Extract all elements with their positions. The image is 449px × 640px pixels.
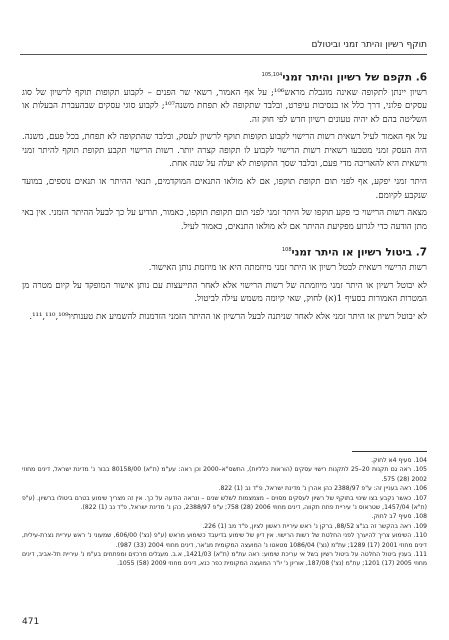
section-6-heading bbox=[22, 68, 427, 85]
section-7-heading bbox=[22, 243, 427, 260]
section-7-title: 7. ביטול רשיון או היתר זמני bbox=[291, 246, 427, 259]
page-number: 471 bbox=[22, 617, 40, 627]
main-content bbox=[22, 68, 427, 328]
section-6-paragraph-4: מצאה רשות הרישוי כי פקע תוקפו של היתר זמני לפני תום תקופת תוקפו, כאמור, תודיע על כך לבעל ההיתר הזמני. אין באי מתן הודעה כדי לגרוע מפקיעת ההיתר אם לא מולאו התנאים, כאמור לעיל. bbox=[22, 208, 427, 232]
section-6-title: 6. תקפם של רשיון והיתר זמני bbox=[282, 71, 427, 84]
section-6-paragraph-3: היתר זמני יפקע, אף לפני תום תקופת תוקפו, אם לא מולאו התנאים המוקדמים, תנאי ההיתר או תנאים נוספים, במועד שנקבע לקיומם. bbox=[22, 177, 427, 201]
section-7-note-ref: 108 bbox=[282, 247, 292, 254]
footnotes bbox=[22, 451, 427, 569]
section-7-paragraph-3: לא יבוטל רשיון או היתר זמני אלא לאחר שניתנה לבעל הרשיון או ההיתר הזמני הזדמנות להשמיע את טענותיו¹¹¹,¹¹⁰,¹⁰⁹. bbox=[29, 311, 427, 322]
section-7-paragraph-1: רשות הרישוי רשאית לבטל רשיון או היתר זמני מיוזמתה היא או מיוזמת נותן האישור. bbox=[148, 262, 427, 273]
running-header: תוקף רשיון והיתר זמני וביטולם bbox=[20, 40, 427, 55]
footnote-107: 107. כאשר נקבע בצו שינוי בתוקף של רשיון לעסקים מסוים – מצמצמות לשלש שנים – ונראה הודעה על כך. אין זה מצריך שימוע בטרם ביטולו ברשיון. (ע"פ (ת"א) 1457/04, שטראוס נ' עיריית פתח תקווה, דינים מחוזי 2006 (28) 758; ע"פ 2388/97, כהן נ' מדינת ישראל, פ"ד נב (1) 822). bbox=[22, 494, 427, 512]
footnote-105: 105. ראה גם תקנות 20–25 לתקנות רישוי עסקים (הוראות כלליות), התשס"א–2000 וכן ראה: עע"מ (ת"א) 80158/00 בבור נ' מדינת ישראל, דינים מחוזי 2002 (28) 575. bbox=[22, 466, 428, 483]
footnote-110: 110. השימוע צריך להיערך לפני החלטת של רשות הרישוי. אין דיון של שימוע בדיעבד כשימוע מראש (ע"פ (נצ') 606/00, שמעוני נ' ראש עיריית נצרת-עילית, דינים מחוזי 2001 (17) 1289; עת"מ (נצ') 1086/04 מטאטו נ' המועצה המקומית מג'אר, דינים מחוזי 2004 (33) 987). bbox=[22, 532, 427, 549]
section-7-paragraph-2: לא יבוטל רשיון או היתר זמני מיוזמתה של רשות הרישוי אלא לאחר התייעצות עם נותן אישור המופקד על קיום מטרה מן המטרות האמורות בסעיף 1(א) לחוק, שאי קיומה משמש עילה לביטול. bbox=[22, 280, 427, 305]
footnote-106: 106. ראה בעניין זה: ע"פ 2388/97 כהן אהרן נ' מדינת ישראל, פ"ד נב (1) 822. bbox=[218, 485, 427, 493]
footnote-111: 111. בענין ביטול החלטה על ביטול רשיון בשל אי עריכת שימוע: ראה עת"מ (ת"א) 1421/03, א.ב. מעגלים מרכזים ומפתחים בע"מ נ' עיריית תל-אביב, דינים מחוזי 2005 (17) 1201; עת"מ (נצ') 187/08, אוריון נ' יו"ר המועצה המקומית כפר כנא, דינים מחוזי 2009 (58) 1055. bbox=[22, 551, 427, 568]
section-6-note-ref: 105,104 bbox=[261, 72, 283, 78]
footnote-divider bbox=[352, 451, 427, 452]
footnote-104: 104. סעיף 4א לחוק. bbox=[371, 457, 427, 464]
section-6-paragraph-1: רשיון יינתן לתקופה שאינה מוגבלת מראש¹⁰⁶; על אף האמור, רשאי שר הפנים – לקבוע תקופות תוקף לרשיון של סוג עסקים פלוני, דרך כלל או בנסיבות עיפרט, ובלבד שתקופה לא תפחת משנה¹⁰⁷; לקבוע סוגי עסקים שבהעברת הבעלות או השליטה בהם לא יהיה טעונים רשיון חדש לפי חוק זה. bbox=[22, 87, 428, 125]
footnote-109: 109. ראה בהקשר זה בג"צ 88/52, ברקן נ' ראש עיריית ראשון לציון, פ"ד מב (1) 226. bbox=[202, 522, 427, 530]
footnote-108: 108. סעיף 7ב לחוק. bbox=[371, 513, 427, 521]
section-6-paragraph-2: על אף האמור לעיל רשאית רשות הרישוי לקבוע תקופות תוקף לרשיון לעסק, ובלבד שהתקופה לא תפחת, בכל פעם, משנה. היה העסק זמני מטבעו רשאית רשות הרישוי לקבוע לו תקופה קצרה יותר. רשות הרישוי תקבע תקופת תוקף להיתר זמני ורשאית היא להאריכה מדי פעם, ובלבד שסך התקופות לא יעלה על שנה אחת. bbox=[22, 132, 427, 170]
